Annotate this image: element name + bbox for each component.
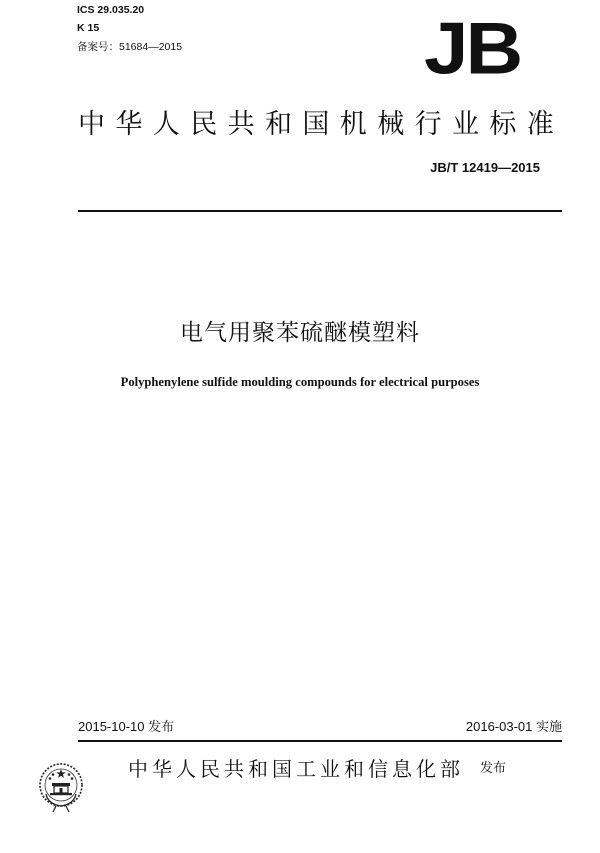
title-english: Polyphenylene sulfide moulding compounds for electrical purposes xyxy=(120,375,480,389)
issue-date: 2015-10-10 发布 xyxy=(78,719,175,734)
national-emblem-icon xyxy=(36,758,86,814)
header-divider xyxy=(78,210,562,212)
classification-code: K 15 xyxy=(77,22,100,34)
ics-code: ICS 29.035.20 xyxy=(77,4,145,16)
implementation-date: 2016-03-01 实施 xyxy=(465,719,562,734)
title-chinese: 电气用聚苯硫醚模塑料 xyxy=(180,320,420,346)
standard-category: 中华人民共和国机械行业标准 xyxy=(78,109,565,140)
standard-number: JB/T 12419—2015 xyxy=(430,160,540,175)
issuer-name: 中华人民共和国工业和信息化部 xyxy=(128,757,464,781)
jb-logo: JB xyxy=(424,7,521,90)
filing-number: 备案号：51684—2015 xyxy=(77,41,183,53)
footer-divider xyxy=(78,740,562,742)
issuer-action: 发布 xyxy=(480,761,507,776)
